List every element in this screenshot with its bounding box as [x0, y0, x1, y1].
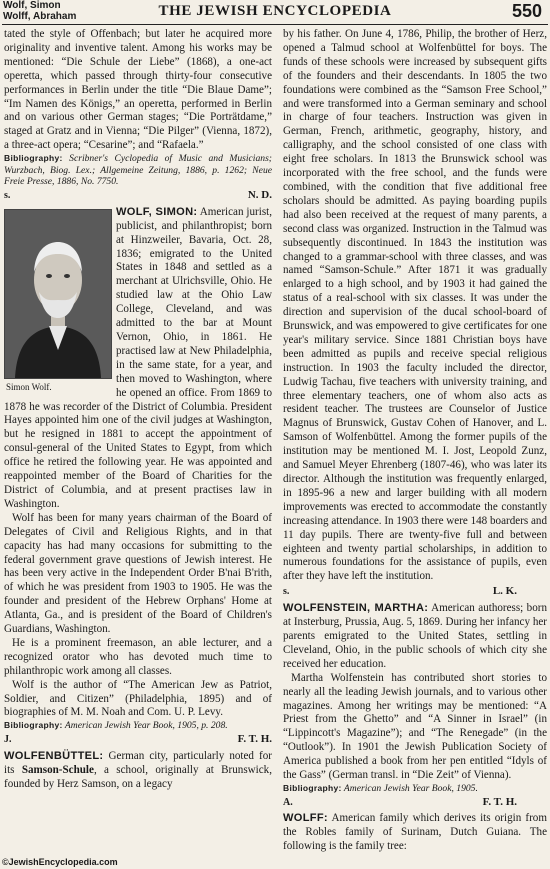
portrait-figure	[4, 209, 110, 395]
wolf-paragraph-3: He is a prominent freemason, an able lecturer, and a recognized orator who has devoted much time to philanthropic work among all classes.	[4, 636, 272, 677]
header-rule	[2, 24, 548, 25]
bibliography-text: Scribner's Cyclopedia of Music and Musicians; Wurzbach, Biog. Lex.; Allgemeine Zeitung, 1886, p. 1262; Neue Freie Presse, 1886, No. 7750.	[4, 153, 272, 188]
martha-paragraph-1: American authoress; born at Insterburg, Prussia, Aug. 5, 1869. During her infancy her parents emigrated to the United States, settling in Cleveland, Ohio, in the public schools of which city she received her education.	[283, 602, 548, 670]
bibliography-3	[283, 783, 547, 795]
signature-initial: J.	[4, 733, 12, 745]
entry-title-wolff: WOLFF:	[283, 812, 328, 825]
entry-wolff	[283, 812, 547, 854]
signature-author: L. K.	[492, 585, 517, 598]
bibliography-1	[4, 153, 272, 188]
wolfenbuttel-continuation: by his father. On June 4, 1786, Philip, the brother of Herz, opened a Talmud school at Wolfenbüttel for boys. The funds of these schools were increased by subsequent gifts of the founders and their descendants. In 1805 the two foundations were combined as the “Samson Free School,” and were transformed into a German seminary and school in charge of four teachers. Instruction was given in German, French, arithmetic, geography, history, and calligraphy, and the school consisted of one class with eight free scholars. In 1813 the Brunswick school was incorporated with the free school, and the funds were combined, with the condition that five additional free scholars should be admitted. As paying boarding pupils had also been received at the request of many parents, a second class was organized. Instruction in the Talmud was subsequently discontinued. In 1843 the institution was changed to a grammar-school with three classes, and was named “Samson-Schule.” After 1871 it was gradually enlarged to a high school, and by 1903 it had gained the status of a real-school with six classes. It was under the direction and supervision of the ducal school-board of Brunswick, and was empowered to give certificates for one year's military service. Since 1881 Christian boys have been admitted as pupils and receive special religious instruction. In 1903 the faculty included the director, Ludwig Tachau, five teachers with university training, and three elementary teachers, one of whom also acts as resident teacher. The trustees are Counselor of Justice Magnus of Brunswick, Gustav Cohen of Hanover, and L. Samson of Wolfenbüttel. Among the former pupils of the institution may be mentioned M. I. Jost, Leopold Zunz, and Samuel Meyer Ehrenberg (1807-46), who was later its director. Although the institution was frequently enlarged, in 1895-96 a new and larger building with all modern improvements was erected to accommodate the constantly increasing attendance. In 1903 there were 148 boarders and 11 day pupils. There are twenty-five full and between eighteen and twenty partial scholarships, in addition to numerous foundations for the assistance of pupils, even after they have left the institution.	[283, 28, 547, 583]
samson-schule-term: Samson-Schule	[21, 763, 94, 776]
page-header	[0, 0, 550, 26]
signature-author: F. T. H.	[482, 795, 517, 808]
wolf-paragraph-4: Wolf is the author of “The American Jew as Patriot, Soldier, and Citizen” (Philadelphia, 1895) and of biographies of M. M. Noah and Com. U. P. Levy.	[4, 678, 272, 719]
bibliography-label: Bibliography:	[4, 153, 63, 164]
wolf-paragraph-1: American jurist, publicist, and philanthropist; born at Hinzweiler, Bavaria, Oct. 28, 1836; emigrated to the United States in 1848 and settled as a merchant at Ulrichsville, Ohio. He studied law at the Ohio Law College, Cleveland, and was admitted to the bar at Mount Vernon, Ohio, in 1861. He practised law at New Philadelphia, in the same state, for a year, and then moved to Washington, where he opened an office. From 1869 to 1878 he was recorder of the District of Columbia. President Hayes appointed him one of the civil judges at Washington, but he resigned in 1881 to accept the appointment of consul-general of the United States to Egypt, from which office he retired the following year. He was appointed and reappointed member of the Board of Charities for the District of Columbia, and at present practises law in Washington.	[4, 205, 273, 510]
page-number: 550	[511, 1, 542, 21]
signature-author: N. D.	[247, 188, 272, 201]
wolf-paragraph-2: Wolf has been for many years chairman of the Board of Delegates of Civil and Religious Rights, and in that capacity has had many occasions for submitting to the federal government grave questions of Jewish interest. He has been very active in the Independent Order B'nai B'rith, of which he was president from 1903 to 1905. He was the founder and president of the Hebrew Orphans' Home at Atlanta, Ga., and is president of the Board of Children's Guardians, Washington.	[4, 511, 272, 636]
bibliography-2	[4, 720, 272, 732]
entry-wolfenstein-martha	[283, 602, 547, 672]
watermark: ©JewishEncyclopedia.com	[2, 857, 118, 867]
portrait-image	[4, 209, 112, 379]
signature-row	[283, 585, 547, 599]
offenbach-continuation: tated the style of Offenbach; but later he acquired more originality and inventive talent. Among his works may be mentioned: “Die Schule der Liebe” (1868), a one-act operetta, which passed through thirty-four consecutive performances in Berlin under the title “Die Blaue Dame”; “Im Namen des Königs,” an operetta, performed in Berlin and on various other German stages; “Die Porträtdame,” staged at Gratz and in Vienna; “Die Pilger” (Vienna, 1872), a three-act opera; “Cesarine”; and “Rafaela.”	[4, 28, 272, 152]
wolff-paragraph-1: American family which derives its origin from the Robles family of Surinam, Dutch Guiana. The following is the family tree:	[283, 812, 547, 853]
portrait-caption: Simon Wolf.	[6, 381, 52, 392]
right-column	[283, 28, 547, 854]
signature-row	[4, 189, 272, 203]
entry-wolf-simon	[4, 206, 272, 512]
running-head-first: Wolf, Simon	[3, 0, 61, 11]
signature-initial: A.	[283, 796, 293, 808]
left-column	[4, 28, 272, 792]
entry-title-wolf-simon: WOLF, SIMON:	[116, 205, 198, 218]
bibliography-label: Bibliography:	[4, 720, 63, 731]
signature-row	[283, 796, 547, 810]
page-title: THE JEWISH ENCYCLOPEDIA	[158, 3, 392, 19]
martha-paragraph-2: Martha Wolfenstein has contributed short stories to nearly all the leading Jewish journals, and to various other magazines. Among her writings may be mentioned: “A Priest from the Ghetto” and “A Sinner in Israel” (in “Lippincott's Magazine”); and “The Renegade” (in the “Outlook”). In 1901 the Jewish Publication Society of America published a book from her pen entitled “Idyls of the Gass” (German transl. in “Die Zeit” of Vienna).	[283, 671, 547, 782]
signature-row	[4, 733, 272, 747]
signature-initial: s.	[283, 586, 290, 598]
wolfenbuttel-text-end: , a school, originally at Brunswick, founded by Herz Samson, on a legacy	[4, 763, 272, 790]
bibliography-text: American Jewish Year Book, 1905, p. 208.	[62, 720, 228, 732]
signature-author: F. T. H.	[237, 732, 272, 745]
entry-title-wolfenbuttel: WOLFENBÜTTEL:	[4, 749, 104, 762]
bibliography-label: Bibliography:	[283, 782, 342, 793]
wolfenbuttel-text: German city, particularly noted for its	[4, 749, 272, 776]
entry-wolfenbuttel	[4, 750, 272, 792]
entry-title-wolfenstein: WOLFENSTEIN, MARTHA:	[283, 602, 429, 615]
signature-initial: s.	[4, 189, 11, 201]
running-head-last: Wolff, Abraham	[3, 10, 77, 22]
bibliography-text: American Jewish Year Book, 1905.	[341, 782, 478, 794]
